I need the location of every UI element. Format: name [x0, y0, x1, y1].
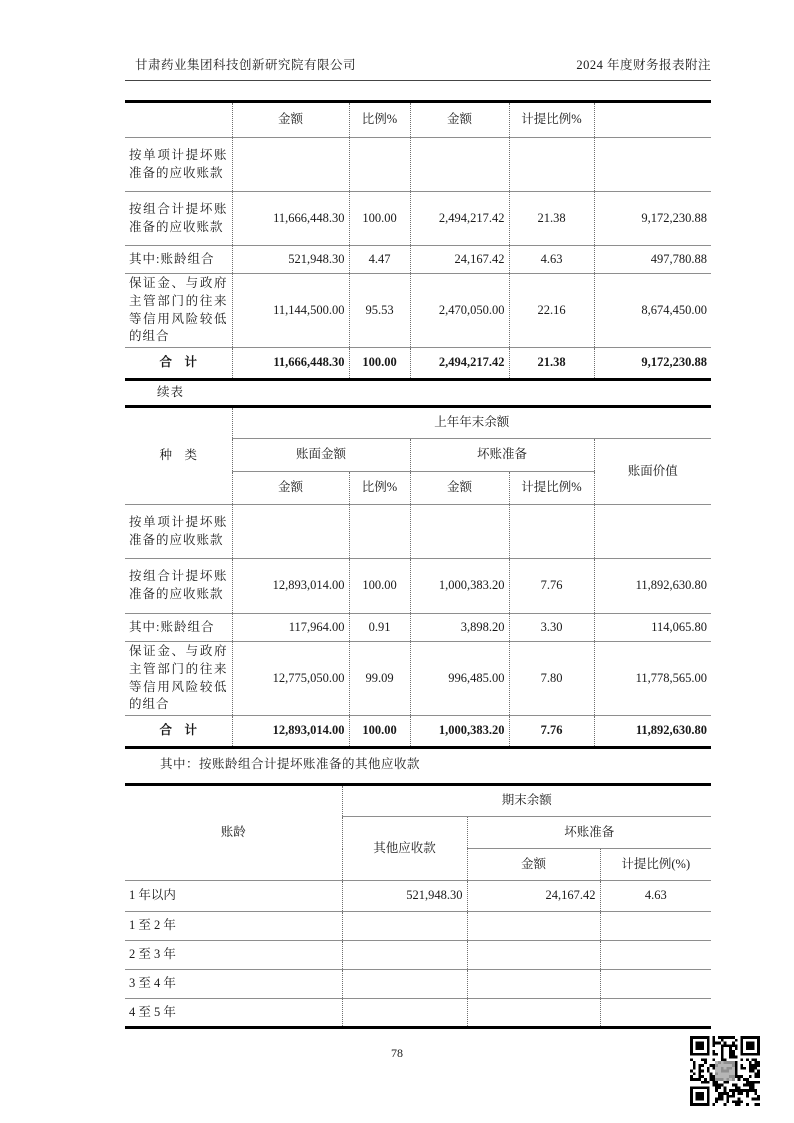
table-row — [125, 970, 711, 999]
header-cell-amount2: 金额 — [410, 472, 509, 505]
aging-label: 4 至 5 年 — [125, 999, 342, 1028]
table-row — [125, 881, 711, 912]
table-header-row — [125, 407, 711, 439]
ratio-cell — [600, 912, 711, 941]
amount-cell: 12,775,050.00 — [232, 642, 349, 716]
ratio-cell — [349, 138, 410, 192]
aging-label: 2 至 3 年 — [125, 941, 342, 970]
table1-container — [125, 100, 711, 381]
ratio-cell — [600, 941, 711, 970]
header-cell-amount: 金额 — [232, 102, 349, 138]
book-value-cell: 497,780.88 — [594, 246, 711, 274]
amount-cell: 521,948.30 — [232, 246, 349, 274]
ratio-cell: 4.47 — [349, 246, 410, 274]
ratio-cell: 7.76 — [509, 559, 594, 614]
receivables-provision-table-prior-year — [125, 405, 711, 749]
book-value-cell: 11,778,565.00 — [594, 642, 711, 716]
qr-code-icon — [688, 1036, 762, 1106]
ratio-cell — [600, 970, 711, 999]
table2-container — [125, 405, 711, 749]
table-row — [125, 999, 711, 1028]
book-value-cell: 11,892,630.80 — [594, 559, 711, 614]
row-label: 按单项计提坏账准备的应收账款 — [125, 505, 232, 559]
total-label: 合 计 — [125, 716, 232, 748]
amount-cell — [467, 970, 600, 999]
aging-label: 1 年以内 — [125, 881, 342, 912]
header-cell-amount2: 金额 — [410, 102, 509, 138]
row-label: 按单项计提坏账准备的应收账款 — [125, 138, 232, 192]
header-cell-aging: 账龄 — [125, 785, 342, 881]
amount-cell: 12,893,014.00 — [232, 716, 349, 748]
ratio-cell: 7.80 — [509, 642, 594, 716]
table-row — [125, 941, 711, 970]
table3-container — [125, 783, 711, 1029]
header-cell-other-receivables: 其他应收款 — [342, 817, 467, 881]
header-cell-amount: 金额 — [467, 849, 600, 881]
header-cell-period-end: 期末余额 — [342, 785, 711, 817]
ratio-cell: 4.63 — [509, 246, 594, 274]
amount-cell — [467, 941, 600, 970]
ratio-cell — [349, 505, 410, 559]
ratio-cell: 21.38 — [509, 348, 594, 380]
doc-title: 2024 年度财务报表附注 — [576, 58, 711, 72]
row-label: 其中:账龄组合 — [125, 614, 232, 642]
header-cell-category: 种 类 — [125, 407, 232, 505]
amount-cell: 1,000,383.20 — [410, 559, 509, 614]
header-cell-amount: 金额 — [232, 472, 349, 505]
amount-cell: 2,494,217.42 — [410, 348, 509, 380]
header-cell — [594, 102, 711, 138]
amount-cell: 11,666,448.30 — [232, 192, 349, 246]
amount-cell — [342, 912, 467, 941]
other-receivables-aging-table — [125, 783, 711, 1029]
book-value-cell: 9,172,230.88 — [594, 348, 711, 380]
ratio-cell — [600, 999, 711, 1028]
header-cell-book-value: 账面价值 — [594, 439, 711, 505]
amount-cell: 11,144,500.00 — [232, 274, 349, 348]
amount-cell: 24,167.42 — [410, 246, 509, 274]
amount-cell: 3,898.20 — [410, 614, 509, 642]
amount-cell: 996,485.00 — [410, 642, 509, 716]
ratio-cell — [509, 138, 594, 192]
header-cell-provision-ratio: 计提比例% — [509, 472, 594, 505]
page-number: 78 — [391, 1046, 403, 1060]
amount-cell — [342, 941, 467, 970]
aging-label: 3 至 4 年 — [125, 970, 342, 999]
table-row — [125, 246, 711, 274]
table-row — [125, 192, 711, 246]
amount-cell: 24,167.42 — [467, 881, 600, 912]
amount-cell — [467, 912, 600, 941]
table-row — [125, 559, 711, 614]
ratio-cell: 21.38 — [509, 192, 594, 246]
qr-center-logo — [715, 1061, 735, 1081]
amount-cell — [410, 138, 509, 192]
ratio-cell: 0.91 — [349, 614, 410, 642]
header-cell-group: 上年年末余额 — [232, 407, 711, 439]
receivables-provision-table-current — [125, 100, 711, 381]
amount-cell — [410, 505, 509, 559]
ratio-cell: 100.00 — [349, 348, 410, 380]
amount-cell: 117,964.00 — [232, 614, 349, 642]
table-row — [125, 505, 711, 559]
aging-note: 其中：按账龄组合计提坏账准备的其他应收款 — [160, 757, 421, 771]
ratio-cell: 3.30 — [509, 614, 594, 642]
row-label: 保证金、与政府主管部门的往来等信用风险较低的组合 — [125, 642, 232, 716]
table-row — [125, 642, 711, 716]
row-label: 其中:账龄组合 — [125, 246, 232, 274]
header-cell — [125, 102, 232, 138]
ratio-cell: 99.09 — [349, 642, 410, 716]
amount-cell: 2,470,050.00 — [410, 274, 509, 348]
header-cell-bad-debt: 坏账准备 — [467, 817, 711, 849]
amount-cell: 11,666,448.30 — [232, 348, 349, 380]
total-row — [125, 348, 711, 380]
total-label: 合 计 — [125, 348, 232, 380]
book-value-cell: 114,065.80 — [594, 614, 711, 642]
header-cell-provision-ratio: 计提比例(%) — [600, 849, 711, 881]
ratio-cell — [509, 505, 594, 559]
ratio-cell: 100.00 — [349, 559, 410, 614]
book-value-cell — [594, 505, 711, 559]
row-label: 保证金、与政府主管部门的往来等信用风险较低的组合 — [125, 274, 232, 348]
book-value-cell: 9,172,230.88 — [594, 192, 711, 246]
row-label: 按组合计提坏账准备的应收账款 — [125, 559, 232, 614]
ratio-cell: 4.63 — [600, 881, 711, 912]
header-cell-ratio: 比例% — [349, 102, 410, 138]
page-header — [125, 55, 711, 73]
amount-cell: 12,893,014.00 — [232, 559, 349, 614]
book-value-cell — [594, 138, 711, 192]
table-row — [125, 614, 711, 642]
ratio-cell: 22.16 — [509, 274, 594, 348]
amount-cell — [232, 138, 349, 192]
amount-cell: 521,948.30 — [342, 881, 467, 912]
ratio-cell: 95.53 — [349, 274, 410, 348]
amount-cell — [467, 999, 600, 1028]
header-cell-ratio: 比例% — [349, 472, 410, 505]
book-value-cell: 8,674,450.00 — [594, 274, 711, 348]
amount-cell: 1,000,383.20 — [410, 716, 509, 748]
header-cell-book-amount: 账面金额 — [232, 439, 410, 472]
amount-cell: 2,494,217.42 — [410, 192, 509, 246]
table-row — [125, 138, 711, 192]
row-label: 按组合计提坏账准备的应收账款 — [125, 192, 232, 246]
ratio-cell: 100.00 — [349, 192, 410, 246]
header-rule — [125, 80, 711, 81]
amount-cell — [342, 970, 467, 999]
ratio-cell: 100.00 — [349, 716, 410, 748]
total-row — [125, 716, 711, 748]
table-row — [125, 912, 711, 941]
qr-code-svg — [688, 1036, 762, 1106]
amount-cell — [342, 999, 467, 1028]
table-row — [125, 274, 711, 348]
ratio-cell: 7.76 — [509, 716, 594, 748]
book-value-cell: 11,892,630.80 — [594, 716, 711, 748]
aging-label: 1 至 2 年 — [125, 912, 342, 941]
table-header-row — [125, 785, 711, 817]
table-header-row — [125, 102, 711, 138]
header-cell-bad-debt: 坏账准备 — [410, 439, 594, 472]
continuation-label: 续表 — [157, 385, 185, 399]
amount-cell — [232, 505, 349, 559]
company-name: 甘肃药业集团科技创新研究院有限公司 — [135, 58, 357, 72]
header-cell-provision-ratio: 计提比例% — [509, 102, 594, 138]
